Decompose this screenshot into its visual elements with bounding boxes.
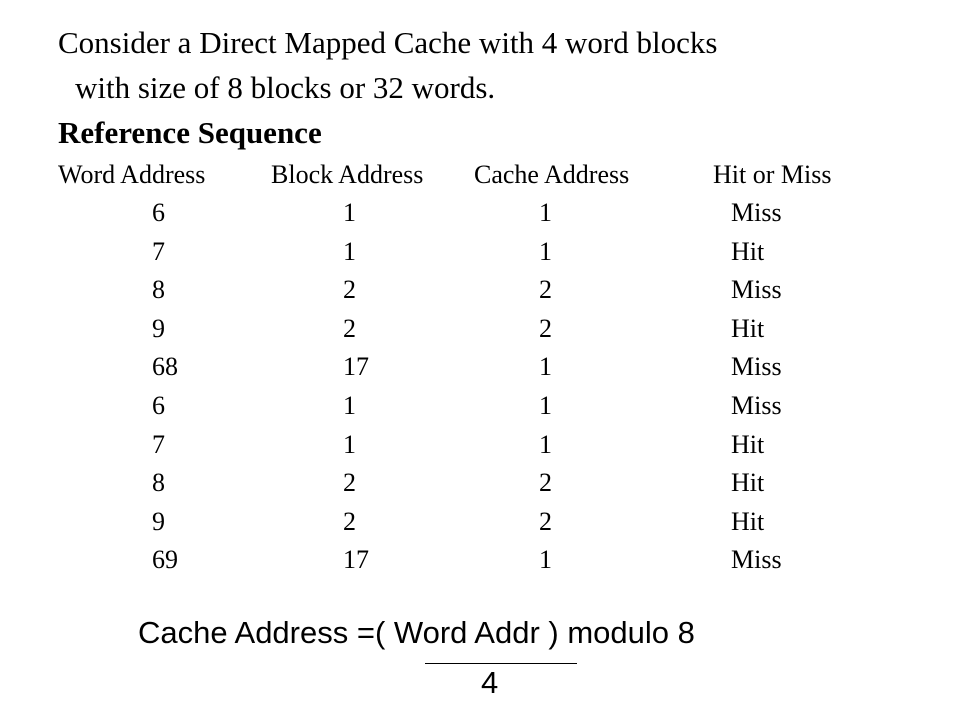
cell-word-address: 6 xyxy=(152,391,165,420)
cache-address-formula: Cache Address =( Word Addr ) modulo 8 xyxy=(138,615,695,650)
cell-word-address: 6 xyxy=(152,198,165,227)
cell-block-address: 2 xyxy=(343,506,356,536)
cell-cache-address: 1 xyxy=(539,352,552,382)
cell-word-address: 8 xyxy=(152,468,165,498)
cell-cache-address: 2 xyxy=(539,468,552,498)
cell-cache-address: 1 xyxy=(539,545,552,575)
intro-line-1: Consider a Direct Mapped Cache with 4 word blocks xyxy=(58,25,718,60)
cell-hit-or-miss: Hit xyxy=(731,236,765,266)
cell-word-address: 68 xyxy=(152,352,178,382)
cell-block-address: 1 xyxy=(343,391,356,420)
column-header-block-address: Block Address xyxy=(271,160,424,189)
fraction-bar xyxy=(425,663,577,664)
cell-word-address: 9 xyxy=(152,506,165,536)
cell-word-address: 7 xyxy=(152,429,165,459)
column-header-cache-address: Cache Address xyxy=(474,160,630,189)
cell-block-address: 1 xyxy=(343,429,356,459)
cell-cache-address: 1 xyxy=(539,429,552,459)
cell-cache-address: 2 xyxy=(539,275,552,305)
column-header-hit-or-miss: Hit or Miss xyxy=(713,160,832,189)
cell-block-address: 17 xyxy=(343,352,369,382)
reference-sequence-heading: Reference Sequence xyxy=(58,115,322,150)
cell-word-address: 9 xyxy=(152,313,165,343)
cell-hit-or-miss: Miss xyxy=(731,275,782,305)
cell-hit-or-miss: Hit xyxy=(731,506,765,536)
cell-hit-or-miss: Miss xyxy=(731,352,782,382)
cell-block-address: 2 xyxy=(343,313,356,343)
cell-hit-or-miss: Hit xyxy=(731,468,765,498)
cell-block-address: 2 xyxy=(343,468,356,498)
cell-block-address: 1 xyxy=(343,198,356,227)
cell-word-address: 7 xyxy=(152,236,165,266)
cell-block-address: 2 xyxy=(343,275,356,305)
cell-word-address: 69 xyxy=(152,545,178,575)
cell-hit-or-miss: Hit xyxy=(731,429,765,459)
column-header-word-address: Word Address xyxy=(58,160,206,189)
cell-hit-or-miss: Hit xyxy=(731,313,765,343)
cell-cache-address: 1 xyxy=(539,391,552,420)
intro-line-2: with size of 8 blocks or 32 words. xyxy=(75,70,496,105)
cell-hit-or-miss: Miss xyxy=(731,545,782,575)
cell-cache-address: 1 xyxy=(539,198,552,227)
cell-block-address: 17 xyxy=(343,545,369,575)
cell-block-address: 1 xyxy=(343,236,356,266)
cell-hit-or-miss: Miss xyxy=(731,198,782,227)
cell-cache-address: 2 xyxy=(539,506,552,536)
cell-hit-or-miss: Miss xyxy=(731,391,782,420)
cell-word-address: 8 xyxy=(152,275,165,305)
formula-denominator: 4 xyxy=(481,665,499,700)
cell-cache-address: 2 xyxy=(539,313,552,343)
cell-cache-address: 1 xyxy=(539,236,552,266)
